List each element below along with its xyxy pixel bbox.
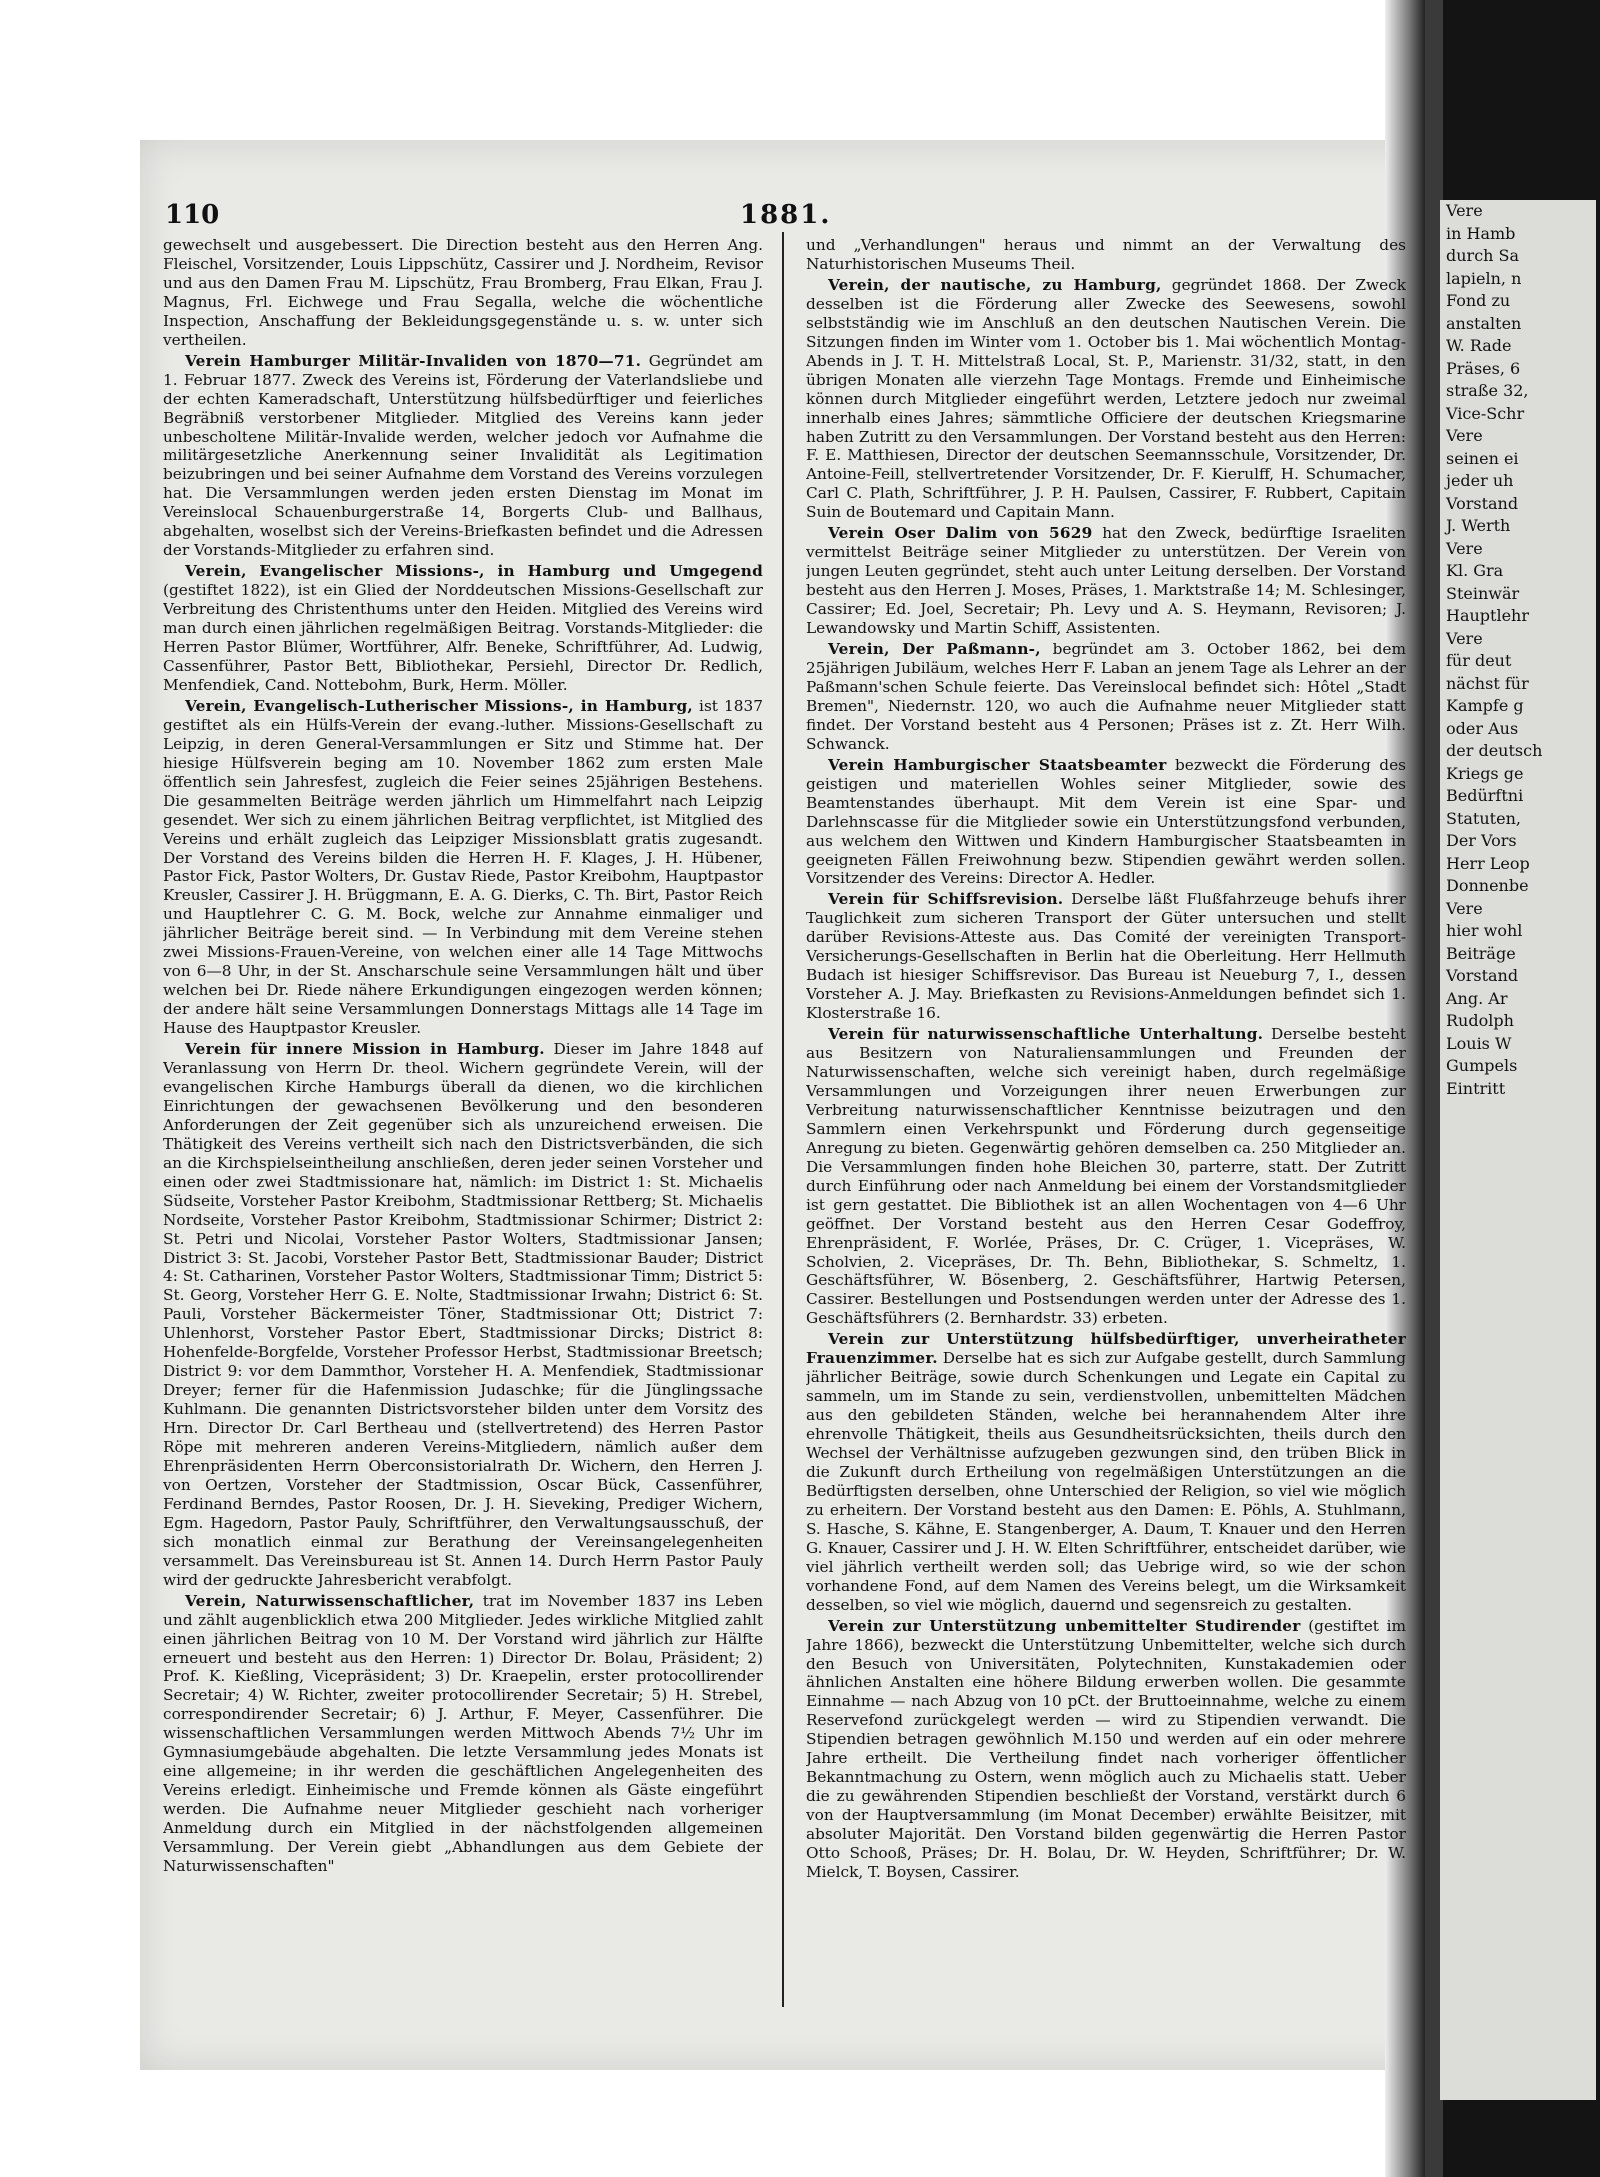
left-column: [163, 236, 763, 2036]
adjacent-page-line: Gumpels: [1446, 1056, 1518, 1075]
adjacent-page-line: Vere: [1446, 538, 1483, 558]
entry-body: (gestiftet im Jahre 1866), bezweckt die Unterstützung Unbemittelter, welche sich durch den Besuch von Universitäten, Polytechniten, Kunstakademien oder ähnlichen Anstalten eine höhere Bildung erwerben wollen. Die gesammte Einnahme — nach Abzug von 10 pCt. der Bruttoeinnahme, welche zu einem Reservefond zurückgelegt werden — wird zu Stipendien verwandt. Die Stipendien betragen gewöhnlich M.150 und werden auf ein oder mehrere Jahre ertheilt. Die Vertheilung findet nach vorheriger öffentlicher Bekanntmachung zu Ostern, wenn möglich auch zu Michaelis statt. Ueber die zu gewährenden Stipendien beschließt der Vorstand, verstärkt durch 6 von der Hauptversammlung (im Monat December) erwählte Beisitzer, mit absoluter Majorität. Den Vorstand bilden gegenwärtig die Herren Pastor Otto Schooß, Präses; Dr. H. Bolau, Dr. W. Heyden, Schriftführer; Dr. W. Mielck, T. Boysen, Cassirer.: [806, 1616, 1406, 1882]
entry-body: Derselbe hat es sich zur Aufgabe gestellt, durch Sammlung jährlicher Beiträge, sowie durch Schenkungen und Legate ein Capital zu sammeln, um im Stande zu sein, verdienstvollen, unbemittelten Mädchen aus den gebildeten Ständen, welche bei herannahendem Alter ihre ehrenvolle Thätigkeit, theils aus Gesundheitsrücksichten, theils durch den Wechsel der Verhältnisse aufzugeben gezwungen sind, den trüben Blick in die Zukunft durch Ertheilung von regelmäßigen Unterstützungen an die Bedürftigsten derselben, ohne Unterschied der Religion, so viel wie möglich zu erheitern. Der Vorstand besteht aus den Damen: E. Pöhls, A. Stuhlmann, S. Hasche, S. Kähne, E. Stangenberger, A. Daum, T. Knauer und den Herren G. Knauer, Cassirer und J. H. W. Elten Schriftführer, entscheidet darüber, wie viel jährlich vertheilt werden soll; das Uebrige wird, so wie der schon vorhandene Fond, auf dem Namen des Vereins belegt, um die Wirksamkeit desselben, so viel wie möglich, dauernd und segensreich zu gestalten.: [806, 1349, 1406, 1614]
left-column-entry: [163, 562, 763, 695]
adjacent-page-line: Rudolph: [1446, 1011, 1514, 1030]
right-column-entry: [806, 640, 1406, 754]
adjacent-page-line: Hauptlehr: [1446, 606, 1530, 625]
entry-title: Verein für naturwissenschaftliche Unterhaltung.: [828, 1025, 1264, 1044]
entry-body: gegründet 1868. Der Zweck desselben ist die Förderung aller Zwecke des Seewesens, sowohl selbstständig wie im Anschluß an den deutschen Nautischen Verein. Die Sitzungen finden im Winter vom 1. October bis 1. Mai wöchentlich Montag-Abends in J. T. H. Mittelstraß Local, St. P., Marienstr. 31/32, statt, in den übrigen Monaten alle vierzehn Tage Montags. Fremde und Einheimische können durch Mitglieder eingeführt werden, Letztere jedoch nur zweimal innerhalb eines Jahres; sämmtliche Officiere der deutschen Kriegsmarine haben Zutritt zu den Versammlungen. Der Vorstand besteht aus den Herren: F. E. Matthiesen, Director der deutschen Seemannsschule, Vorsitzender, Dr. Antoine-Feill, stellvertretender Vorsitzender, Dr. F. Kierulff, H. Schumacher, Carl C. Plath, Schriftführer, J. P. H. Paulsen, Cassirer, F. Rubbert, Capitain Suin de Boutemard und Capitain Mann.: [806, 275, 1406, 522]
adjacent-page-line: seinen ei: [1446, 448, 1519, 468]
right-column-entry: [806, 1617, 1406, 1882]
entry-title: Verein, Naturwissenschaftlicher,: [185, 1591, 475, 1610]
left-column-entry: [163, 352, 763, 560]
adjacent-page-line: Vorstand: [1446, 493, 1519, 513]
entry-body: Dieser im Jahre 1848 auf Veranlassung von Herrn Dr. theol. Wichern gegründete Verein, will der evangelischen Kirche Hamburgs überall da dienen, wo die kirchlichen Einrichtungen der gewachsenen Bevölkerung und den besonderen Anforderungen der Zeit gegenüber sich als unzureichend erweisen. Die Thätigkeit des Vereins vertheilt sich nach den Districtsverbänden, die sich an die Kirchspielseintheilung anschließen, deren jeder seinen Vorsteher und einen oder zwei Stadtmissionare hat, nämlich: im District 1: St. Michaelis Südseite, Vorsteher Pastor Kreibohm, Stadtmissionar Rettberg; St. Michaelis Nordseite, Vorsteher Pastor Kreibohm, Stadtmissionar Schirmer; District 2: St. Petri und Nicolai, Vorsteher Pastor Wolters, Stadtmissionar Jansen; District 3: St. Jacobi, Vorsteher Pastor Bett, Stadtmissionar Bauder; District 4: St. Catharinen, Vorsteher Pastor Wolters, Stadtmissionar Timm; District 5: St. Georg, Vorsteher Herr G. E. Nolte, Stadtmissionar Irwahn; District 6: St. Pauli, Vorsteher Bäckermeister Töner, Stadtmissionar Ott; District 7: Uhlenhorst, Vorsteher Pastor Ebert, Stadtmissionar Dircks; District 8: Hohenfelde-Borgfelde, Vorsteher Professor Herbst, Stadtmissionar Breetsch; District 9: vor dem Dammthor, Vorsteher H. A. Menfendiek, Stadtmissionar Dreyer; ferner für die Hafenmission Judaschke; für die Jünglingssache Kuhlmann. Die genannten Districtsvorsteher bilden unter dem Vorsitz des Hrn. Director Dr. Carl Bertheau und (stellvertretend) des Herren Pastor Röpe mit mehreren anderen Vereins-Mitgliedern, nämlich außer dem Ehrenpräsidenten Herrn Oberconsistorialrath Dr. Wichern, den Herren J. von Oertzen, Vorsteher der Stadtmission, Oscar Bück, Cassenführer, Ferdinand Berndes, Pastor Roosen, Dr. J. H. Sieveking, Prediger Wichern, Egm. Hagedorn, Pastor Pauly, Schriftführer, den Verwaltungsausschuß, der sich monatlich einmal zur Berathung der Vereinsangelegenheiten versammelt. Das Vereinsbureau ist St. Annen 14. Durch Herrn Pastor Pauly wird der gedruckte Jahresbericht verabfolgt.: [163, 1040, 763, 1589]
adjacent-page-line: Bedürftni: [1446, 786, 1524, 805]
entry-title: Verein, der nautische, zu Hamburg,: [828, 275, 1162, 294]
entry-title: Verein für innere Mission in Hamburg.: [185, 1040, 545, 1059]
entry-body: begründet am 3. October 1862, bei dem 25jährigen Jubiläum, welches Herr F. Laban an jenem Tage als Lehrer an der Paßmann'schen Schule feierte. Das Vereinslocal befindet sich: Hôtel „Stadt Bremen", Niedernstr. 120, wo auch die Aufnahme neuer Mitglieder statt findet. Der Vorstand besteht aus 4 Personen; Präses ist z. Zt. Herr Wilh. Schwanck.: [806, 640, 1406, 753]
adjacent-page-line: Herr Leop: [1446, 853, 1530, 873]
adjacent-page-line: Präses, 6: [1446, 358, 1521, 378]
right-column-entry: [806, 236, 1406, 274]
entry-title: Verein, Evangelisch-Lutherischer Missions-, in Hamburg,: [185, 696, 693, 715]
right-column-entry: [806, 276, 1406, 522]
entry-body: gewechselt und ausgebessert. Die Direction besteht aus den Herren Ang. Fleischel, Vorsitzender, Louis Lippschütz, Cassirer und J. Nordheim, Revisor und aus den Damen Frau M. Lipschütz, Frau Bromberg, Frau Elkan, Frau J. Magnus, Frl. Eichwege und Frau Segalla, welche die wöchentliche Inspection, Anschaffung der Bekleidungsgegenstände u. s. w. unter sich vertheilen.: [163, 236, 763, 349]
right-column-entry: [806, 524, 1406, 638]
entry-title: Verein Hamburgischer Staatsbeamter: [828, 755, 1167, 774]
adjacent-page-line: oder Aus: [1446, 718, 1519, 738]
adjacent-page-line: Vere: [1446, 426, 1483, 445]
adjacent-page-line: nächst für: [1446, 673, 1529, 693]
adjacent-page-line: für deut: [1446, 651, 1512, 670]
entry-body: bezweckt die Förderung des geistigen und materiellen Wohles seiner Mitglieder, sowie des Beamtenstandes überhaupt. Mit dem Verein ist eine Spar- und Darlehnscasse für die Mitglieder sowie ein Unterstützungsfond verbunden, aus welchem den Wittwen und Kindern Hamburgischer Staatsbeamten in geeigneten Fällen Freiwohnung bezw. Stipendien gewährt werden sollen. Vorsitzender des Vereins: Director A. Hedler.: [806, 755, 1406, 888]
entry-body: hat den Zweck, bedürftige Israeliten vermittelst Beiträge seiner Mitglieder zu unterstützen. Der Verein von jungen Leuten gegründet, steht auch unter Leitung derselben. Der Vorstand besteht aus den Herren J. Moses, Präses, 1. Marktstraße 14; M. Schlesinger, Cassirer; Ed. Joel, Secretair; Ph. Levy und A. S. Heymann, Revisoren; J. Lewandowsky und Martin Schiff, Assistenten.: [806, 524, 1406, 638]
entry-title: Verein für Schiffsrevision.: [828, 890, 1064, 909]
adjacent-page-line: Vice-Schr: [1446, 403, 1525, 423]
entry-title: Verein zur Unterstützung hülfsbedürftiger, unverheiratheter Frauenzimmer.: [806, 1330, 1406, 1368]
entry-title: Verein, Evangelischer Missions-, in Hamburg und Umgegend: [185, 562, 763, 581]
adjacent-page-line: Steinwär: [1446, 583, 1520, 603]
adjacent-page-line: anstalten: [1446, 313, 1522, 333]
adjacent-page-line: hier wohl: [1446, 921, 1523, 940]
adjacent-page-line: J. Werth: [1446, 516, 1511, 535]
adjacent-page-line: in Hamb: [1446, 223, 1516, 243]
adjacent-page-line: Kriegs ge: [1446, 763, 1524, 783]
entry-title: Verein Hamburger Militär-Invaliden von 1870—71.: [185, 351, 642, 370]
adjacent-page-line: Der Vors: [1446, 831, 1517, 850]
adjacent-page-line: Vere: [1446, 628, 1483, 648]
left-column-entry: [163, 236, 763, 350]
entry-body: ist 1837 gestiftet als ein Hülfs-Verein der evang.-luther. Missions-Gesellschaft zu Leipzig, in deren General-Versammlungen er Sitz und Stimme hat. Der hiesige Hülfsverein beging am 10. November 1862 zum ersten Male öffentlich sein Jahresfest, zugleich die Feier seines 25jährigen Bestehens. Die gesammelten Beiträge werden jährlich um Himmelfahrt nach Leipzig gesendet. Wer sich zu einem jährlichen Beitrag verpflichtet, ist Mitglied des Vereins und erhält zugleich das Leipziger Missionsblatt gratis zugesandt. Der Vorstand des Vereins bilden die Herren H. F. Klages, J. H. Hübener, Pastor Fick, Pastor Wolters, Dr. Gustav Riede, Pastor Kreibohm, Hauptpastor Kreusler, Cassirer J. H. Brüggmann, E. A. G. Dierks, C. Th. Birt, Pastor Reich und Hauptlehrer C. G. M. Bock, welche zur Annahme einmaliger und jährlicher Beiträge bereit sind. — In Verbindung mit dem Vereine stehen zwei Missions-Frauen-Vereine, von welchen einer alle 14 Tage Mittwochs von 6—8 Uhr, in der St. Anscharschule seine Versammlungen hält und über welchen bei Dr. Riede nähere Erkundigungen eingezogen werden können; der andere hält seine Versammlungen Donnerstags Mittags alle 14 Tage im Hause des Hauptpastor Kreusler.: [163, 696, 763, 1038]
adjacent-page-line: Donnenbe: [1446, 876, 1529, 895]
adjacent-page-line: Vere: [1446, 201, 1483, 220]
adjacent-page-line: durch Sa: [1446, 246, 1520, 265]
right-column-entry: [806, 1025, 1406, 1328]
left-column-entry: [163, 1592, 763, 1876]
page-number: 110: [165, 200, 220, 230]
entry-title: Verein zur Unterstützung unbemittelter Studirender: [828, 1616, 1301, 1635]
entry-body: und „Verhandlungen" heraus und nimmt an der Verwaltung des Naturhistorischen Museums Theil.: [806, 236, 1406, 273]
left-column-entry: [163, 1040, 763, 1590]
page-header: [165, 200, 1325, 230]
adjacent-page-line: Kl. Gra: [1446, 561, 1504, 580]
adjacent-page-line: straße 32,: [1446, 381, 1529, 400]
adjacent-page-line: der deutsch: [1446, 741, 1543, 760]
adjacent-page-line: Ang. Ar: [1446, 988, 1508, 1008]
adjacent-page-line: W. Rade: [1446, 336, 1512, 355]
entry-body: (gestiftet 1822), ist ein Glied der Norddeutschen Missions-Gesellschaft zur Verbreitung des Christenthums unter den Heiden. Mitglied des Vereins wird man durch einen jährlichen regelmäßigen Beitrag. Vorstands-Mitglieder: die Herren Pastor Blümer, Wortführer, Alfr. Beneke, Schriftführer, Ad. Ludwig, Cassenführer, Pastor Bett, Bibliothekar, Persiehl, Director Dr. Redlich, Menfendiek, Cand. Nottebohm, Burk, Herm. Möller.: [163, 581, 763, 694]
right-column-entry: [806, 756, 1406, 889]
entry-title: Verein Oser Dalim von 5629: [828, 524, 1093, 543]
adjacent-page-line: Kampfe g: [1446, 696, 1524, 715]
adjacent-page-line: Vorstand: [1446, 966, 1519, 985]
right-column-entry: [806, 890, 1406, 1023]
entry-body: Derselbe besteht aus Besitzern von Naturaliensammlungen und Freunden der Naturwissenschaften, welche sich vereinigt haben, durch regelmäßige Versammlungen und Vorzeigungen ihrer neuen Erwerbungen zur Verbreitung naturwissenschaftlicher Kenntnisse beizutragen und den Sammlern einen Verkehrspunkt und Förderung durch gegenseitige Anregung zu bieten. Gegenwärtig gehören demselben ca. 250 Mitglieder an. Die Versammlungen finden hohe Bleichen 30, parterre, statt. Der Zutritt durch Einführung oder nach Anmeldung bei einem der Vorstandsmitglieder ist gern gestattet. Die Bibliothek ist an allen Wochentagen von 4—6 Uhr geöffnet. Der Vorstand besteht aus den Herren Cesar Godeffroy, Ehrenpräsident, F. Worlée, Präses, Dr. C. Crüger, 1. Vicepräses, W. Scholvien, 2. Vicepräses, Dr. Th. Behn, Bibliothekar, S. Schmeltz, 1. Geschäftsführer, W. Bösenberg, 2. Geschäftsführer, Hartwig Petersen, Cassirer. Bestellungen und Postsendungen werden unter der Adresse des 1. Geschäftsführers (2. Bernhardstr. 33) erbeten.: [806, 1025, 1406, 1328]
adjacent-page-line: Louis W: [1446, 1033, 1512, 1053]
entry-title: Verein, Der Paßmann-,: [828, 640, 1041, 659]
right-column-entry: [806, 1330, 1406, 1614]
adjacent-page-line: Statuten,: [1446, 808, 1521, 828]
adjacent-page-line: Eintritt: [1446, 1078, 1506, 1098]
entry-body: trat im November 1837 ins Leben und zählt augenblicklich etwa 200 Mitglieder. Jedes wirkliche Mitglied zahlt einen jährlichen Beitrag von 10 M. Der Vorstand wird jährlich zur Hälfte erneuert und besteht aus den Herren: 1) Director Dr. Bolau, Präsident; 2) Prof. K. Kießling, Vicepräsident; 3) Dr. Kraepelin, erster protocollirender Secretair; 4) W. Richter, zweiter protocollirender Secretair; 5) H. Strebel, correspondirender Secretair; 6) J. Arthur, F. Meyer, Cassenführer. Die wissenschaftlichen Versammlungen werden Mittwoch Abends 7½ Uhr im Gymnasiumgebäude abgehalten. Die letzte Versammlung jedes Monats ist eine allgemeine; in ihr werden die geschäftlichen Angelegenheiten des Vereins erledigt. Einheimische und Fremde können als Gäste eingeführt werden. Die Aufnahme neuer Mitglieder geschieht nach vorheriger Anmeldung durch ein Mitglied in der nächstfolgenden allgemeinen Versammlung. Der Verein giebt „Abhandlungen aus dem Gebiete der Naturwissenschaften": [163, 1591, 763, 1876]
left-column-entry: [163, 697, 763, 1038]
adjacent-page-fragment: [1440, 200, 1596, 2100]
entry-body: Gegründet am 1. Februar 1877. Zweck des Vereins ist, Förderung der Vaterlandsliebe und der echten Kameradschaft, Unterstützung hülfsbedürftiger und feierliches Begräbniß verstorbener Mitglieder. Mitglied des Vereins kann jeder unbescholtene Militär-Invalide werden, welcher jedoch vor Aufnahme die militärgesetzliche Anerkennung seiner Invalidität als Legitimation beizubringen und bei seiner Aufnahme dem Vorstand des Vereins vorzulegen hat. Die Versammlungen werden jeden ersten Dienstag im Monat im Vereinslocal Schauenburgerstraße 14, Borgerts Club- und Ballhaus, abgehalten, woselbst sich der Vereins-Briefkasten befindet und die Adressen der Vorstands-Mitglieder zu erfahren sind.: [163, 351, 763, 560]
adjacent-page-line: Fond zu: [1446, 291, 1511, 310]
adjacent-page-line: lapieln, n: [1446, 268, 1522, 288]
right-column: [806, 236, 1406, 2036]
entry-body: Derselbe läßt Flußfahrzeuge behufs ihrer Tauglichkeit zum sicheren Transport der Güter untersuchen und stellt darüber Revisions-Atteste aus. Das Comité der vereinigten Transport-Versicherungs-Gesellschaften in Berlin hat die Oberleitung. Herr Hellmuth Budach ist hiesiger Schiffsrevisor. Das Bureau ist Neueburg 7, I., dessen Vorsteher A. J. May. Briefkasten zu Revisions-Anmeldungen befindet sich 1. Klosterstraße 16.: [806, 890, 1406, 1023]
adjacent-page-line: Beiträge: [1446, 943, 1516, 963]
page-year: 1881.: [740, 200, 832, 230]
adjacent-page-line: jeder uh: [1446, 471, 1514, 490]
adjacent-page-line: Vere: [1446, 898, 1483, 918]
column-divider: [782, 232, 784, 2007]
